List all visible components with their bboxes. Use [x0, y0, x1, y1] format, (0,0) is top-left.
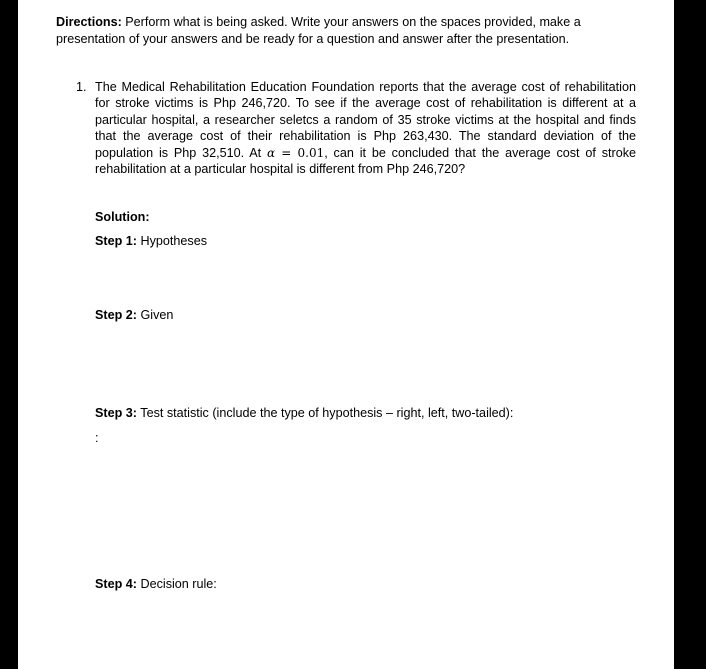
step-1-label: Step 1:	[95, 234, 137, 248]
step-3-text: Test statistic (include the type of hypothesis – right, left, two-tailed):	[137, 406, 514, 420]
step-3-label: Step 3:	[95, 406, 137, 420]
alpha-symbol: α	[267, 145, 276, 160]
problem-number: 1.	[76, 80, 87, 94]
step-2-label: Step 2:	[95, 308, 137, 322]
step-2	[95, 307, 173, 323]
directions-text: Perform what is being asked. Write your answers on the spaces provided, make a presentation of your answers and be ready for a question and answer after the presentation.	[56, 15, 581, 46]
step-1-text: Hypotheses	[137, 234, 208, 248]
problem-text-part-2: , can it be concluded that the average cost of stroke rehabilitation at a particular hospital is different from Php 246,720?	[95, 145, 637, 177]
alpha-value: = 0.01	[275, 145, 325, 160]
document-page	[18, 0, 674, 669]
step-1	[95, 233, 207, 249]
problem-text	[95, 79, 636, 177]
solution-heading	[95, 209, 150, 225]
solution-label: Solution:	[95, 210, 150, 224]
step-4	[95, 576, 217, 592]
step-3	[95, 405, 513, 421]
step-4-text: Decision rule:	[137, 577, 217, 591]
directions-paragraph	[56, 14, 626, 48]
directions-label: Directions:	[56, 15, 122, 29]
step-3-colon: :	[95, 431, 99, 445]
problem-text-part-1: The Medical Rehabilitation Education Foundation reports that the average cost of rehabilitation for stroke victims is Php 246,720. To see if the average cost of rehabilitation is different at a particular hospital, a researcher seletcs a random of 35 stroke victims at the hospital and finds that the average cost of their rehabilitation is Php 263,430. The standard deviation of the population is Php 32,510. At	[95, 80, 636, 160]
step-2-text: Given	[137, 308, 174, 322]
step-4-label: Step 4:	[95, 577, 137, 591]
